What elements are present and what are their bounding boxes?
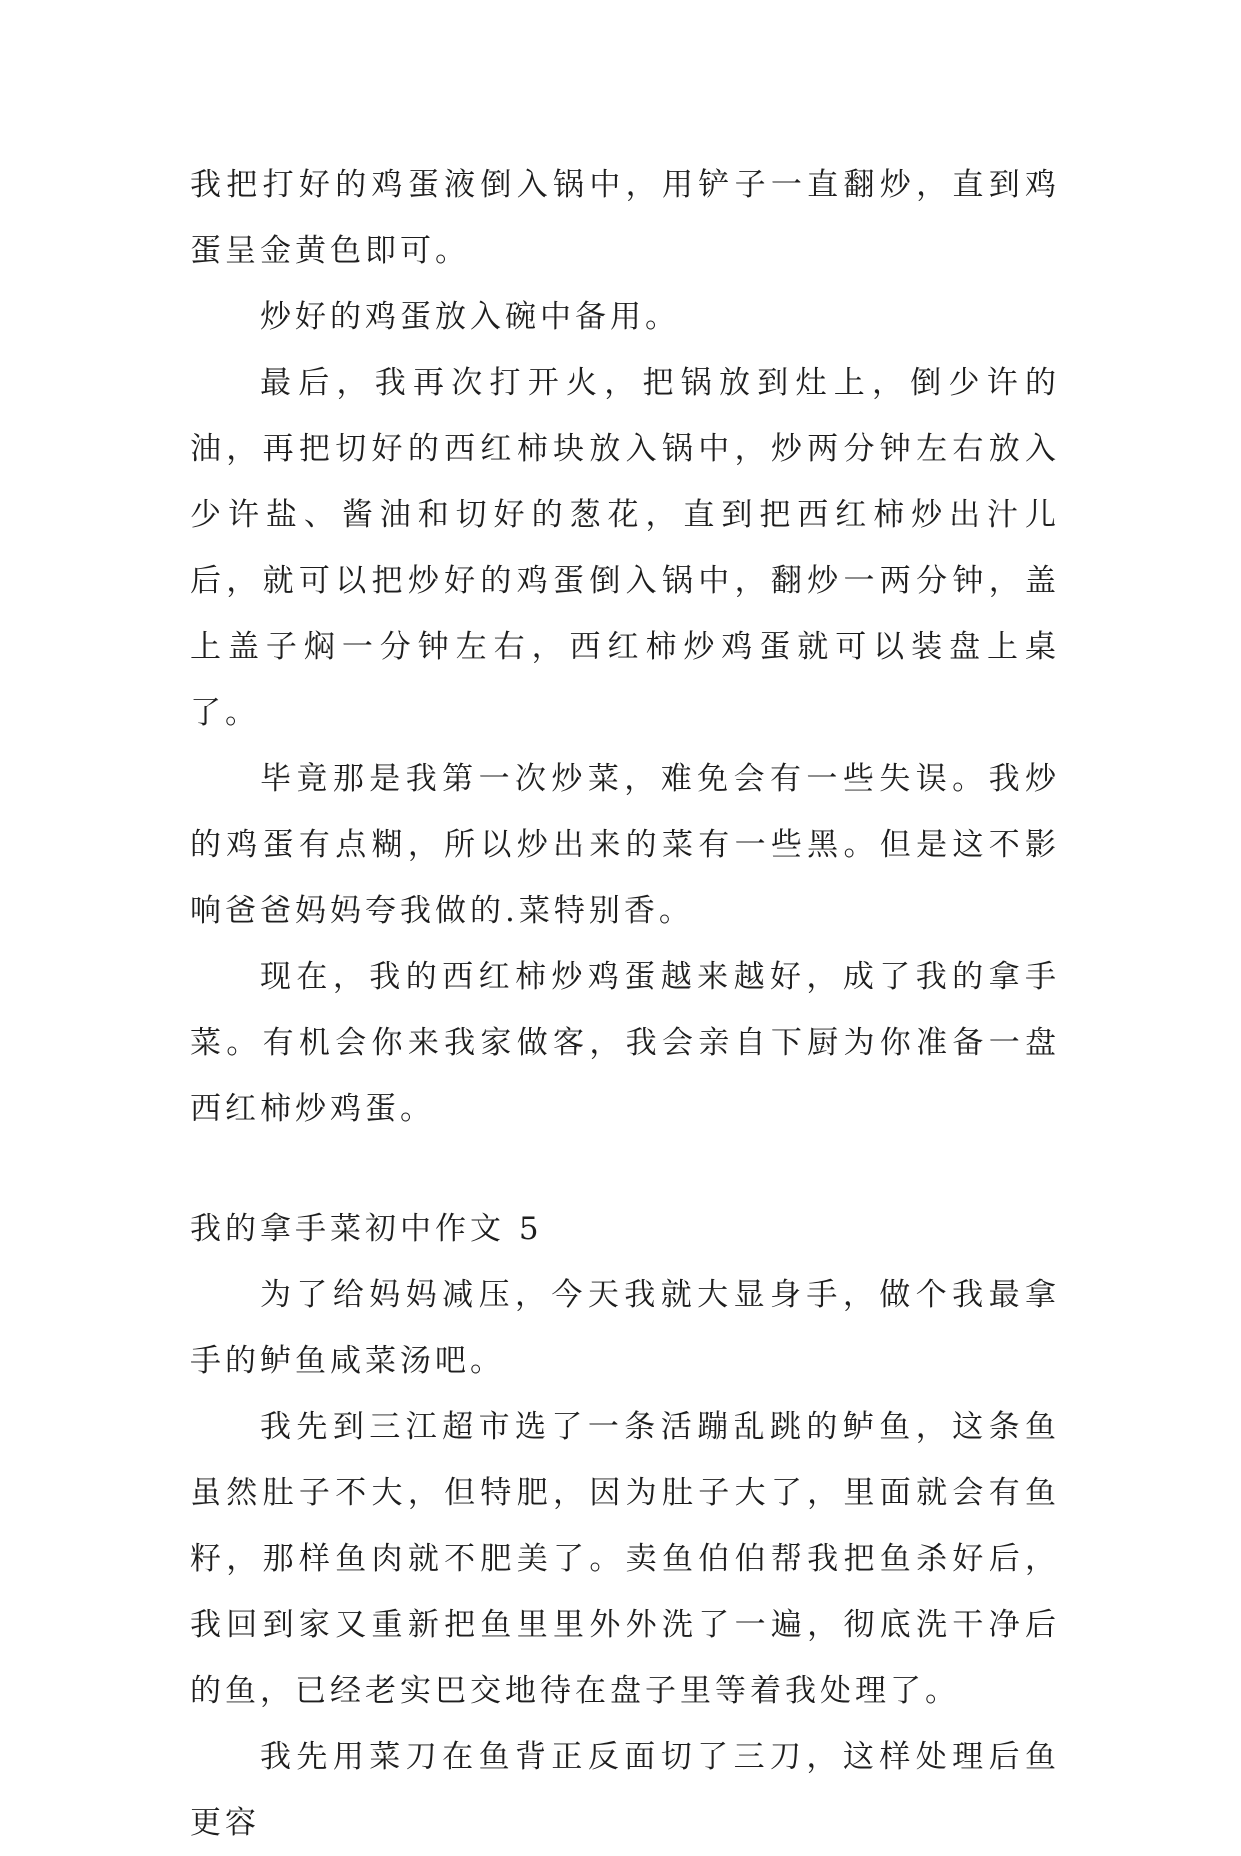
paragraph-first-attempt: 毕竟那是我第一次炒菜，难免会有一些失误。我炒的鸡蛋有点糊，所以炒出来的菜有一些黑。但是这不影响爸爸妈妈夸我做的.菜特别香。 [190,761,1060,929]
paragraph-cut-fish: 我先用菜刀在鱼背正反面切了三刀，这样处理后鱼更容 [190,1739,1060,1841]
paragraph-buy-fish: 我先到三江超市选了一条活蹦乱跳的鲈鱼，这条鱼虽然肚子不大，但特肥，因为肚子大了，里面就会有鱼籽，那样鱼肉就不肥美了。卖鱼伯伯帮我把鱼杀好后，我回到家又重新把鱼里里外外洗了一遍，彻底洗干净后的鱼，已经老实巴交地待在盘子里等着我处理了。 [190,1409,1060,1709]
document-body [190,152,1060,1856]
section-title: 我的拿手菜初中作文 5 [190,1211,543,1247]
paragraph-egg-frying: 我把打好的鸡蛋液倒入锅中，用铲子一直翻炒，直到鸡蛋呈金黄色即可。 [190,167,1060,269]
paragraph-final-cooking: 最后，我再次打开火，把锅放到灶上，倒少许的油，再把切好的西红柿块放入锅中，炒两分钟左右放入少许盐、酱油和切好的葱花，直到把西红柿炒出汁儿后，就可以把炒好的鸡蛋倒入锅中，翻炒一两分钟，盖上盖子焖一分钟左右，西红柿炒鸡蛋就可以装盘上桌了。 [190,365,1060,731]
paragraph-now-specialty: 现在，我的西红柿炒鸡蛋越来越好，成了我的拿手菜。有机会你来我家做客，我会亲自下厨为你准备一盘西红柿炒鸡蛋。 [190,959,1060,1127]
paragraph-egg-set-aside: 炒好的鸡蛋放入碗中备用。 [260,299,680,335]
paragraph-intro-fish-soup: 为了给妈妈减压，今天我就大显身手，做个我最拿手的鲈鱼咸菜汤吧。 [190,1277,1060,1379]
